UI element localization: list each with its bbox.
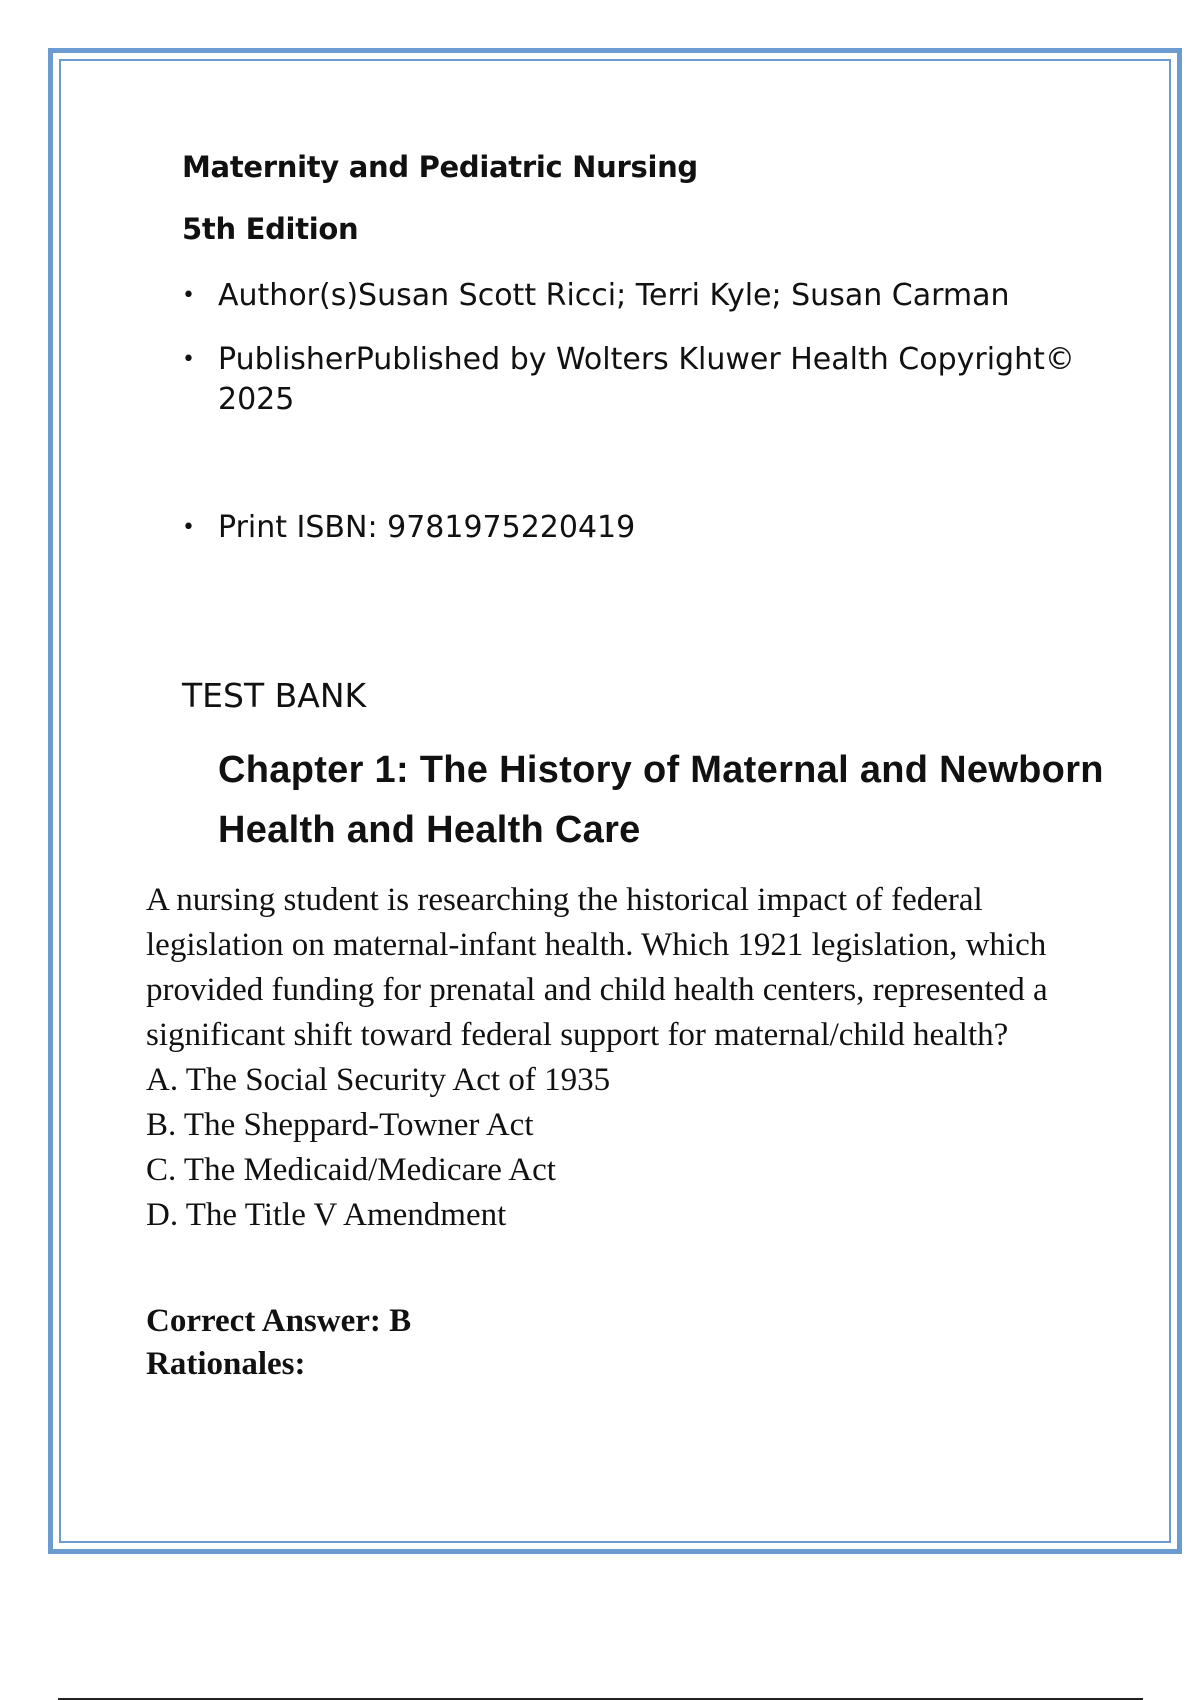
book-metadata-list xyxy=(182,276,1082,548)
bullet-icon: • xyxy=(182,283,195,308)
list-item-publisher xyxy=(182,340,1082,420)
section-label: TEST BANK xyxy=(182,676,367,715)
list-item-isbn xyxy=(182,508,1082,548)
bullet-icon: • xyxy=(182,347,195,372)
answer-options xyxy=(146,1058,1086,1238)
book-title: Maternity and Pediatric Nursing xyxy=(182,150,698,184)
publisher-text: PublisherPublished by Wolters Kluwer Health Copyright© 2025 xyxy=(218,342,1075,417)
answer-block xyxy=(146,1300,411,1386)
authors-text: Author(s)Susan Scott Ricci; Terri Kyle; Susan Carman xyxy=(218,278,1010,313)
option-a: A. The Social Security Act of 1935 xyxy=(146,1062,611,1098)
question-stem: A nursing student is researching the historical impact of federal legislation on maternal-infant health. Which 1921 legislation, which provided funding for prenatal and child health centers, represented a significant shift toward federal support for maternal/child health? xyxy=(146,882,1048,1053)
isbn-text: Print ISBN: 9781975220419 xyxy=(218,510,636,545)
list-item-authors xyxy=(182,276,1082,316)
option-c: C. The Medicaid/Medicare Act xyxy=(146,1152,556,1188)
correct-answer: Correct Answer: B xyxy=(146,1303,412,1339)
option-b: B. The Sheppard-Towner Act xyxy=(146,1107,534,1143)
chapter-title: Chapter 1: The History of Maternal and Newborn Health and Health Care xyxy=(218,749,1104,851)
book-edition: 5th Edition xyxy=(182,212,359,246)
option-d: D. The Title V Amendment xyxy=(146,1197,507,1233)
question-block xyxy=(146,878,1086,1238)
bullet-icon: • xyxy=(182,515,195,540)
rationales-label: Rationales: xyxy=(146,1346,306,1382)
